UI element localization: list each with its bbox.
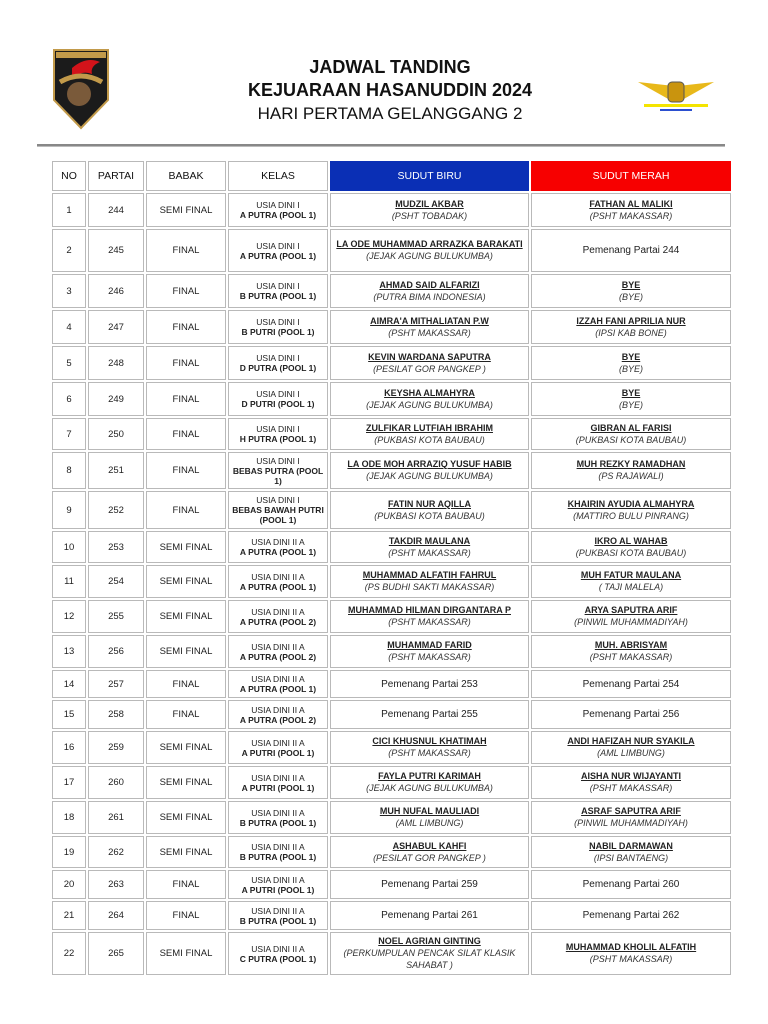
row-kelas bbox=[228, 801, 328, 834]
table-row bbox=[52, 932, 731, 975]
row-partai: 259 bbox=[88, 731, 144, 764]
row-partai: 252 bbox=[88, 491, 144, 529]
hasanuddin-championship-logo bbox=[52, 48, 110, 130]
table-header-row bbox=[52, 161, 731, 191]
row-babak: SEMI FINAL bbox=[146, 531, 226, 563]
athlete-name: ASHABUL KAHFI bbox=[392, 840, 467, 851]
row-partai: 256 bbox=[88, 635, 144, 668]
row-kelas bbox=[228, 635, 328, 668]
kelas-class: C PUTRA (POOL 1) bbox=[239, 953, 317, 964]
row-partai: 261 bbox=[88, 801, 144, 834]
athlete-club: (PSHT MAKASSAR) bbox=[589, 954, 673, 964]
row-no: 18 bbox=[52, 801, 86, 834]
kelas-age: USIA DINI II A bbox=[251, 606, 305, 617]
kelas-class: B PUTRI (POOL 1) bbox=[241, 327, 315, 337]
sudut-merah-cell bbox=[531, 600, 731, 633]
kelas-age: USIA DINI I bbox=[256, 495, 300, 505]
athlete-club: (AML LIMBUNG) bbox=[597, 748, 665, 758]
kelas-age: USIA DINI II A bbox=[251, 807, 305, 818]
winner-placeholder: Pemenang Partai 244 bbox=[582, 245, 680, 256]
table-row bbox=[52, 452, 731, 489]
kelas-class: B PUTRA (POOL 1) bbox=[239, 915, 317, 926]
row-no: 22 bbox=[52, 932, 86, 975]
kelas-class: D PUTRA (POOL 1) bbox=[239, 363, 317, 373]
athlete-club: (PSHT MAKASSAR) bbox=[388, 547, 471, 558]
athlete-name: AIMRA'A MITHALIATAN P.W bbox=[370, 315, 489, 326]
row-partai: 244 bbox=[88, 193, 144, 227]
athlete-name: CICI KHUSNUL KHATIMAH bbox=[372, 736, 487, 746]
kelas-class: A PUTRA (POOL 1) bbox=[239, 547, 317, 557]
row-no: 11 bbox=[52, 565, 86, 598]
row-kelas bbox=[228, 836, 328, 868]
page-header bbox=[180, 56, 600, 126]
table-row bbox=[52, 418, 731, 450]
row-kelas bbox=[228, 491, 328, 529]
row-partai: 265 bbox=[88, 932, 144, 975]
col-kelas: KELAS bbox=[228, 161, 328, 191]
table-row bbox=[52, 565, 731, 598]
athlete-name: ZULFIKAR LUTFIAH IBRAHIM bbox=[366, 422, 493, 433]
sudut-merah-cell bbox=[531, 932, 731, 975]
row-no: 9 bbox=[52, 491, 86, 529]
athlete-club: (PSHT MAKASSAR) bbox=[388, 327, 471, 338]
athlete-club: (AML LIMBUNG) bbox=[395, 818, 464, 828]
row-no: 14 bbox=[52, 670, 86, 698]
table-row bbox=[52, 801, 731, 834]
row-partai: 249 bbox=[88, 382, 144, 416]
row-partai: 264 bbox=[88, 901, 144, 930]
row-babak: FINAL bbox=[146, 901, 226, 930]
kelas-age: USIA DINI I bbox=[256, 317, 300, 327]
row-kelas bbox=[228, 565, 328, 598]
athlete-name: IZZAH FANI APRILIA NUR bbox=[576, 315, 686, 326]
athlete-club: (MATTIRO BULU PINRANG) bbox=[573, 510, 689, 521]
row-babak: FINAL bbox=[146, 229, 226, 272]
sudut-merah-cell bbox=[531, 700, 731, 729]
row-kelas bbox=[228, 229, 328, 272]
athlete-club: (PSHT MAKASSAR) bbox=[388, 617, 471, 627]
athlete-name: MUHAMMAD KHOLIL ALFATIH bbox=[565, 942, 697, 952]
kelas-class: BEBAS PUTRA (POOL 1) bbox=[232, 465, 324, 486]
athlete-club: (PUKBASI KOTA BAUBAU) bbox=[575, 547, 687, 558]
row-no: 12 bbox=[52, 600, 86, 633]
row-kelas bbox=[228, 932, 328, 975]
athlete-club: (JEJAK AGUNG BULUKUMBA) bbox=[366, 251, 493, 261]
row-no: 5 bbox=[52, 346, 86, 380]
row-babak: FINAL bbox=[146, 274, 226, 308]
row-babak: SEMI FINAL bbox=[146, 731, 226, 764]
sudut-merah-cell bbox=[531, 531, 731, 563]
athlete-club: (PS BUDHI SAKTI MAKASSAR) bbox=[364, 582, 495, 592]
row-partai: 255 bbox=[88, 600, 144, 633]
athlete-name: MUH FATUR MAULANA bbox=[580, 570, 682, 580]
kelas-age: USIA DINI II A bbox=[251, 772, 305, 783]
table-row bbox=[52, 836, 731, 868]
kelas-class: BEBAS BAWAH PUTRI (POOL 1) bbox=[232, 505, 324, 525]
kelas-age: USIA DINI II A bbox=[251, 704, 305, 715]
athlete-club: (PUTRA BIMA INDONESIA) bbox=[373, 291, 486, 302]
row-partai: 247 bbox=[88, 310, 144, 344]
row-no: 6 bbox=[52, 382, 86, 416]
kelas-class: A PUTRI (POOL 1) bbox=[241, 782, 315, 793]
athlete-club: (PESILAT GOR PANGKEP ) bbox=[373, 852, 486, 863]
row-kelas bbox=[228, 901, 328, 930]
title-line-3: HARI PERTAMA GELANGGANG 2 bbox=[257, 104, 523, 123]
kelas-age: USIA DINI II A bbox=[251, 842, 305, 852]
row-kelas bbox=[228, 193, 328, 227]
row-no: 13 bbox=[52, 635, 86, 668]
sudut-merah-cell bbox=[531, 310, 731, 344]
athlete-name: ANDI HAFIZAH NUR SYAKILA bbox=[567, 736, 695, 746]
athlete-name: MUDZIL AKBAR bbox=[395, 198, 464, 209]
athlete-name: GIBRAN AL FARISI bbox=[590, 422, 672, 433]
kelas-age: USIA DINI II A bbox=[251, 571, 305, 582]
kelas-class: D PUTRI (POOL 1) bbox=[241, 399, 315, 409]
row-no: 7 bbox=[52, 418, 86, 450]
row-kelas bbox=[228, 531, 328, 563]
sudut-biru-cell bbox=[330, 193, 529, 227]
kelas-class: A PUTRI (POOL 1) bbox=[241, 747, 315, 758]
row-babak: FINAL bbox=[146, 310, 226, 344]
row-kelas bbox=[228, 670, 328, 698]
table-row bbox=[52, 491, 731, 529]
schedule-table bbox=[50, 159, 733, 977]
sudut-merah-cell bbox=[531, 193, 731, 227]
kelas-class: A PUTRA (POOL 1) bbox=[239, 210, 317, 220]
athlete-name: MUH NUFAL MAULIADI bbox=[379, 806, 480, 816]
kelas-age: USIA DINI II A bbox=[251, 537, 305, 547]
kelas-class: A PUTRA (POOL 1) bbox=[239, 250, 317, 261]
athlete-name: BYE bbox=[621, 351, 641, 362]
sudut-biru-cell bbox=[330, 274, 529, 308]
athlete-club: (PUKBASI KOTA BAUBAU) bbox=[374, 510, 485, 521]
sudut-biru-cell bbox=[330, 382, 529, 416]
table-row bbox=[52, 382, 731, 416]
row-kelas bbox=[228, 382, 328, 416]
sudut-biru-cell bbox=[330, 418, 529, 450]
sudut-merah-cell bbox=[531, 870, 731, 899]
row-no: 17 bbox=[52, 766, 86, 799]
row-babak: SEMI FINAL bbox=[146, 801, 226, 834]
athlete-name: ASRAF SAPUTRA ARIF bbox=[581, 806, 681, 816]
row-babak: FINAL bbox=[146, 452, 226, 489]
sudut-merah-cell bbox=[531, 452, 731, 489]
table-row bbox=[52, 600, 731, 633]
sudut-merah-cell bbox=[531, 731, 731, 764]
table-row bbox=[52, 766, 731, 799]
col-sudut-biru: SUDUT BIRU bbox=[330, 161, 529, 191]
athlete-club: ( TAJI MALELA) bbox=[598, 582, 664, 592]
sudut-biru-cell bbox=[330, 565, 529, 598]
athlete-club: (PINWIL MUHAMMADIYAH) bbox=[574, 617, 688, 627]
kelas-age: USIA DINI I bbox=[256, 424, 300, 434]
sudut-biru-cell bbox=[330, 635, 529, 668]
winner-placeholder: Pemenang Partai 261 bbox=[381, 910, 478, 921]
athlete-name: MUHAMMAD ALFATIH FAHRUL bbox=[362, 570, 497, 580]
kelas-age: USIA DINI II A bbox=[251, 737, 305, 748]
sudut-merah-cell bbox=[531, 565, 731, 598]
row-kelas bbox=[228, 346, 328, 380]
row-partai: 245 bbox=[88, 229, 144, 272]
row-babak: SEMI FINAL bbox=[146, 565, 226, 598]
row-partai: 258 bbox=[88, 700, 144, 729]
sudut-merah-cell bbox=[531, 418, 731, 450]
sudut-biru-cell bbox=[330, 766, 529, 799]
sudut-biru-cell bbox=[330, 901, 529, 930]
col-partai: PARTAI bbox=[88, 161, 144, 191]
row-partai: 254 bbox=[88, 565, 144, 598]
sudut-merah-cell bbox=[531, 801, 731, 834]
table-row bbox=[52, 531, 731, 563]
athlete-club: (IPSI BANTAENG) bbox=[593, 852, 669, 863]
row-partai: 251 bbox=[88, 452, 144, 489]
sudut-biru-cell bbox=[330, 346, 529, 380]
row-kelas bbox=[228, 700, 328, 729]
row-no: 21 bbox=[52, 901, 86, 930]
kelas-age: USIA DINI I bbox=[256, 389, 300, 399]
kelas-age: USIA DINI II A bbox=[251, 674, 305, 684]
sudut-biru-cell bbox=[330, 600, 529, 633]
kelas-class: B PUTRA (POOL 1) bbox=[239, 852, 317, 862]
row-partai: 263 bbox=[88, 870, 144, 899]
athlete-name: MUHAMMAD FARID bbox=[387, 640, 472, 650]
sudut-merah-cell bbox=[531, 670, 731, 698]
sudut-biru-cell bbox=[330, 310, 529, 344]
sudut-merah-cell bbox=[531, 274, 731, 308]
athlete-club: (PSHT MAKASSAR) bbox=[388, 652, 471, 662]
table-row bbox=[52, 193, 731, 227]
sudut-biru-cell bbox=[330, 731, 529, 764]
row-partai: 248 bbox=[88, 346, 144, 380]
athlete-name: AHMAD SAID ALFARIZI bbox=[379, 279, 480, 290]
sudut-merah-cell bbox=[531, 836, 731, 868]
row-partai: 246 bbox=[88, 274, 144, 308]
row-no: 20 bbox=[52, 870, 86, 899]
row-no: 4 bbox=[52, 310, 86, 344]
sudut-biru-cell bbox=[330, 801, 529, 834]
col-no: NO bbox=[52, 161, 86, 191]
winner-placeholder: Pemenang Partai 260 bbox=[582, 879, 680, 890]
psh-wings-logo bbox=[636, 78, 716, 114]
row-partai: 262 bbox=[88, 836, 144, 868]
athlete-club: (PSHT MAKASSAR) bbox=[388, 748, 471, 758]
athlete-club: (PERKUMPULAN PENCAK SILAT KLASIK SAHABAT ) bbox=[343, 948, 516, 970]
athlete-name: FAYLA PUTRI KARIMAH bbox=[378, 771, 481, 781]
row-no: 15 bbox=[52, 700, 86, 729]
athlete-club: (PS RAJAWALI) bbox=[598, 471, 664, 481]
row-babak: FINAL bbox=[146, 346, 226, 380]
kelas-age: USIA DINI I bbox=[256, 353, 300, 363]
athlete-name: IKRO AL WAHAB bbox=[594, 535, 668, 546]
row-kelas bbox=[228, 766, 328, 799]
sudut-biru-cell bbox=[330, 452, 529, 489]
kelas-class: A PUTRA (POOL 2) bbox=[239, 616, 317, 627]
athlete-club: (BYE) bbox=[618, 363, 643, 374]
row-partai: 257 bbox=[88, 670, 144, 698]
row-no: 3 bbox=[52, 274, 86, 308]
table-row bbox=[52, 700, 731, 729]
sudut-merah-cell bbox=[531, 901, 731, 930]
sudut-biru-cell bbox=[330, 700, 529, 729]
col-sudut-merah: SUDUT MERAH bbox=[531, 161, 731, 191]
kelas-age: USIA DINI II A bbox=[251, 943, 305, 954]
row-babak: SEMI FINAL bbox=[146, 836, 226, 868]
row-kelas bbox=[228, 870, 328, 899]
row-babak: FINAL bbox=[146, 700, 226, 729]
kelas-age: USIA DINI II A bbox=[251, 874, 305, 885]
table-row bbox=[52, 670, 731, 698]
athlete-name: TAKDIR MAULANA bbox=[388, 535, 471, 546]
winner-placeholder: Pemenang Partai 253 bbox=[381, 678, 478, 690]
kelas-age: USIA DINI I bbox=[256, 200, 300, 210]
row-babak: FINAL bbox=[146, 870, 226, 899]
sudut-biru-cell bbox=[330, 932, 529, 975]
table-row bbox=[52, 229, 731, 272]
sudut-biru-cell bbox=[330, 836, 529, 868]
row-babak: SEMI FINAL bbox=[146, 766, 226, 799]
row-kelas bbox=[228, 418, 328, 450]
kelas-class: A PUTRI (POOL 1) bbox=[241, 884, 315, 895]
athlete-name: MUH. ABRISYAM bbox=[594, 640, 668, 650]
kelas-class: A PUTRA (POOL 2) bbox=[239, 651, 317, 662]
col-babak: BABAK bbox=[146, 161, 226, 191]
kelas-age: USIA DINI I bbox=[256, 455, 300, 466]
athlete-club: (BYE) bbox=[618, 291, 643, 302]
row-babak: SEMI FINAL bbox=[146, 932, 226, 975]
athlete-name: AISHA NUR WIJAYANTI bbox=[580, 771, 681, 781]
row-no: 1 bbox=[52, 193, 86, 227]
winner-placeholder: Pemenang Partai 254 bbox=[582, 678, 680, 690]
title-line-1: JADWAL TANDING bbox=[309, 57, 471, 77]
row-babak: FINAL bbox=[146, 418, 226, 450]
athlete-name: MUH REZKY RAMADHAN bbox=[576, 459, 686, 469]
row-kelas bbox=[228, 731, 328, 764]
athlete-name: KEYSHA ALMAHYRA bbox=[384, 387, 475, 398]
kelas-age: USIA DINI I bbox=[256, 240, 300, 251]
athlete-club: (PSHT TOBADAK) bbox=[391, 210, 468, 221]
athlete-name: KEVIN WARDANA SAPUTRA bbox=[368, 351, 491, 362]
sudut-merah-cell bbox=[531, 635, 731, 668]
row-no: 8 bbox=[52, 452, 86, 489]
athlete-club: (PSHT MAKASSAR) bbox=[589, 210, 673, 221]
winner-placeholder: Pemenang Partai 262 bbox=[582, 910, 680, 921]
winner-placeholder: Pemenang Partai 259 bbox=[381, 879, 478, 890]
kelas-class: A PUTRA (POOL 2) bbox=[239, 714, 317, 725]
sudut-merah-cell bbox=[531, 229, 731, 272]
sudut-biru-cell bbox=[330, 870, 529, 899]
kelas-class: A PUTRA (POOL 1) bbox=[239, 684, 317, 694]
athlete-club: (JEJAK AGUNG BULUKUMBA) bbox=[366, 399, 493, 410]
table-row bbox=[52, 731, 731, 764]
kelas-class: B PUTRA (POOL 1) bbox=[239, 291, 317, 301]
row-partai: 250 bbox=[88, 418, 144, 450]
athlete-club: (JEJAK AGUNG BULUKUMBA) bbox=[366, 783, 493, 793]
athlete-club: (PINWIL MUHAMMADIYAH) bbox=[574, 818, 688, 828]
table-row bbox=[52, 901, 731, 930]
athlete-name: FATHAN AL MALIKI bbox=[589, 198, 673, 209]
kelas-age: USIA DINI I bbox=[256, 281, 300, 291]
athlete-club: (PSHT MAKASSAR) bbox=[589, 652, 673, 662]
row-partai: 253 bbox=[88, 531, 144, 563]
sudut-merah-cell bbox=[531, 766, 731, 799]
table-row bbox=[52, 310, 731, 344]
athlete-name: FATIN NUR AQILLA bbox=[388, 498, 471, 509]
athlete-club: (PUKBASI KOTA BAUBAU) bbox=[374, 434, 485, 445]
row-kelas bbox=[228, 452, 328, 489]
winner-placeholder: Pemenang Partai 255 bbox=[381, 709, 478, 720]
athlete-club: (IPSI KAB BONE) bbox=[595, 327, 667, 338]
header-divider bbox=[37, 144, 725, 147]
row-kelas bbox=[228, 310, 328, 344]
row-no: 10 bbox=[52, 531, 86, 563]
sudut-merah-cell bbox=[531, 346, 731, 380]
athlete-club: (JEJAK AGUNG BULUKUMBA) bbox=[366, 471, 493, 481]
sudut-biru-cell bbox=[330, 491, 529, 529]
athlete-name: MUHAMMAD HILMAN DIRGANTARA P bbox=[348, 605, 511, 615]
row-kelas bbox=[228, 274, 328, 308]
athlete-club: (PESILAT GOR PANGKEP ) bbox=[373, 363, 486, 374]
sudut-biru-cell bbox=[330, 229, 529, 272]
row-babak: SEMI FINAL bbox=[146, 635, 226, 668]
table-row bbox=[52, 274, 731, 308]
row-babak: FINAL bbox=[146, 491, 226, 529]
athlete-name: BYE bbox=[621, 279, 641, 290]
kelas-age: USIA DINI II A bbox=[251, 905, 305, 916]
kelas-class: B PUTRA (POOL 1) bbox=[239, 817, 317, 828]
athlete-name: ARYA SAPUTRA ARIF bbox=[584, 605, 678, 615]
athlete-name: LA ODE MOH ARRAZIQ YUSUF HABIB bbox=[347, 459, 512, 469]
kelas-age: USIA DINI II A bbox=[251, 641, 305, 652]
kelas-class: H PUTRA (POOL 1) bbox=[239, 434, 317, 444]
row-no: 2 bbox=[52, 229, 86, 272]
athlete-name: NABIL DARMAWAN bbox=[589, 840, 673, 851]
row-babak: FINAL bbox=[146, 382, 226, 416]
row-partai: 260 bbox=[88, 766, 144, 799]
title-line-2: KEJUARAAN HASANUDDIN 2024 bbox=[247, 80, 533, 100]
row-no: 16 bbox=[52, 731, 86, 764]
kelas-class: A PUTRA (POOL 1) bbox=[239, 581, 317, 592]
table-row bbox=[52, 635, 731, 668]
sudut-biru-cell bbox=[330, 670, 529, 698]
athlete-club: (PSHT MAKASSAR) bbox=[589, 783, 673, 793]
athlete-club: (BYE) bbox=[618, 399, 643, 410]
table-row bbox=[52, 870, 731, 899]
athlete-name: LA ODE MUHAMMAD ARRAZKA BARAKATI bbox=[336, 239, 523, 249]
athlete-name: NOEL AGRIAN GINTING bbox=[378, 936, 481, 946]
athlete-club: (PUKBASI KOTA BAUBAU) bbox=[575, 434, 687, 445]
athlete-name: KHAIRIN AYUDIA ALMAHYRA bbox=[567, 498, 695, 509]
table-row bbox=[52, 346, 731, 380]
row-babak: FINAL bbox=[146, 670, 226, 698]
row-kelas bbox=[228, 600, 328, 633]
sudut-biru-cell bbox=[330, 531, 529, 563]
row-babak: SEMI FINAL bbox=[146, 600, 226, 633]
row-no: 19 bbox=[52, 836, 86, 868]
winner-placeholder: Pemenang Partai 256 bbox=[582, 709, 680, 720]
row-babak: SEMI FINAL bbox=[146, 193, 226, 227]
sudut-merah-cell bbox=[531, 491, 731, 529]
sudut-merah-cell bbox=[531, 382, 731, 416]
athlete-name: BYE bbox=[621, 387, 641, 398]
